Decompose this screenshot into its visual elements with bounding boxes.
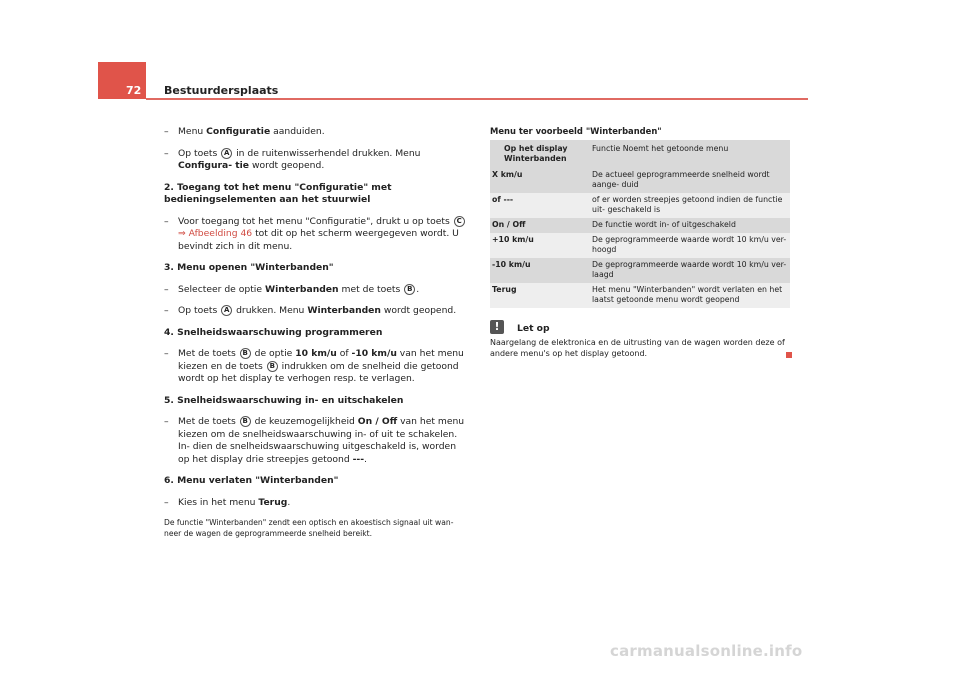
section-heading-2: 2. Toegang tot het menu "Configuratie" met bedieningselementen aan het stuurwiel <box>164 181 392 205</box>
function-cell: De functie wordt in- of uitgeschakeld <box>592 220 736 229</box>
table-row <box>490 218 790 233</box>
table-header-cell: Op het display Winterbanden <box>504 144 568 163</box>
text: aanduiden. <box>270 126 325 137</box>
text: of <box>336 348 352 359</box>
warning-text: Naargelang de elektronica en de uitrusting van de wagen worden deze of andere menu's op het display getoond. <box>490 338 785 358</box>
menu-table <box>490 140 790 308</box>
page-header-title: Bestuurdersplaats <box>164 84 279 97</box>
table-row <box>490 283 790 308</box>
section-heading-4: 4. Snelheidswaarschuwing programmeren <box>164 326 383 338</box>
option-cell: On / Off <box>492 220 526 229</box>
step-4 <box>164 348 469 386</box>
dashes-symbol: --- <box>352 453 365 465</box>
option-name: 10 km/u <box>295 348 337 359</box>
section-heading-6: 6. Menu verlaten "Winterbanden" <box>164 475 339 486</box>
text: wordt geopend. <box>249 160 325 171</box>
key-b-icon: B <box>240 348 251 359</box>
text: indrukken om de snelheid die getoond wordt op het display te verhogen resp. te verlagen. <box>178 360 459 384</box>
text: van het menu kiezen om de snelheidswaarschuwing in- of uit te schakelen. In- dien de snelheidswaarschuwing uitgeschakeld is, worden op het display drie streepjes getoond <box>178 416 465 465</box>
option-cell: -10 km/u <box>492 260 531 269</box>
text: Met de toets <box>178 416 239 427</box>
step-1b <box>164 148 469 173</box>
key-b-icon: B <box>404 284 415 295</box>
step-5 <box>164 416 469 466</box>
key-b-icon: B <box>240 416 251 427</box>
option-cell: X km/u <box>492 170 523 179</box>
key-a-icon: A <box>221 305 232 316</box>
menu-name: Configura- tie <box>178 160 250 171</box>
right-column <box>490 126 790 359</box>
table-row <box>490 168 790 193</box>
key-b-icon: B <box>267 361 278 372</box>
menu-name: Winterbanden <box>264 283 339 295</box>
text: wordt geopend. <box>380 305 457 316</box>
step-3b <box>164 305 469 318</box>
text: de optie <box>251 348 296 359</box>
table-header-row <box>490 140 790 168</box>
text: Voor toegang tot het menu "Configuratie", drukt u op toets <box>178 215 453 227</box>
left-column <box>164 126 469 548</box>
function-cell: Het menu "Winterbanden" wordt verlaten en het laatst getoonde menu wordt geopend <box>592 285 783 304</box>
warning-icon: ! <box>490 320 504 334</box>
warning-heading <box>490 320 790 334</box>
section-heading-5: 5. Snelheidswaarschuwing in- en uitschakelen <box>164 394 404 406</box>
text: Selecteer de optie <box>178 283 265 295</box>
table-row <box>490 193 790 218</box>
table-header-cell: Functie Noemt het getoonde menu <box>592 144 729 153</box>
table-row <box>490 233 790 258</box>
step-6 <box>164 497 469 510</box>
text: drukken. Menu <box>233 305 308 316</box>
section-heading-3: 3. Menu openen "Winterbanden" <box>164 262 334 273</box>
figure-link[interactable]: ⇒ Afbeelding 46 <box>178 228 253 239</box>
footer-watermark: carmanualsonline.info <box>610 642 803 660</box>
text: van het menu kiezen en de toets <box>178 348 464 372</box>
step-3a <box>164 284 469 297</box>
function-cell: De geprogrammeerde waarde wordt 10 km/u ver- laagd <box>592 260 787 279</box>
text: Op toets <box>178 147 221 159</box>
menu-name: Winterbanden <box>307 305 381 316</box>
menu-name: Configuratie <box>206 126 271 137</box>
text: tot dit op het scherm weergegeven wordt. U bevindt zich in dit menu. <box>178 228 459 252</box>
table-title: Menu ter voorbeeld "Winterbanden" <box>490 126 662 136</box>
text: . <box>416 283 420 295</box>
function-cell: De actueel geprogrammeerde snelheid wordt aange- duid <box>592 170 770 189</box>
key-c-icon: C <box>454 216 465 227</box>
function-cell: De geprogrammeerde waarde wordt 10 km/u ver- hoogd <box>592 235 787 254</box>
text: met de toets <box>338 283 404 295</box>
header-divider <box>146 98 808 100</box>
step-2 <box>164 216 469 254</box>
option-name: -10 km/u <box>351 348 397 359</box>
option-cell: of --- <box>492 195 514 204</box>
function-cell: of er worden streepjes getoond indien de functie uit- geschakeld is <box>592 195 783 214</box>
option-cell: Terug <box>492 285 517 294</box>
text: Menu <box>178 126 207 137</box>
option-name: On / Off <box>357 416 398 427</box>
key-a-icon: A <box>221 148 232 159</box>
menu-name: Terug <box>258 496 288 508</box>
table-row <box>490 258 790 283</box>
text: Op toets <box>178 305 221 316</box>
warning-title: Let op <box>517 323 550 334</box>
text: in de ruitenwisserhendel drukken. Menu <box>233 147 421 159</box>
text: . <box>287 496 291 508</box>
text: Kies in het menu <box>178 496 259 508</box>
text: . <box>364 453 367 465</box>
text: Met de toets <box>178 348 239 359</box>
text: de keuzemogelijkheid <box>251 416 358 427</box>
option-cell: +10 km/u <box>492 235 534 244</box>
step-1a <box>164 126 469 139</box>
function-note: De functie "Winterbanden" zendt een optisch en akoestisch signaal uit wan- neer de wagen de geprogrammeerde snelheid bereikt. <box>164 518 454 538</box>
section-end-marker <box>786 352 792 358</box>
page-number: 72 <box>126 84 142 97</box>
